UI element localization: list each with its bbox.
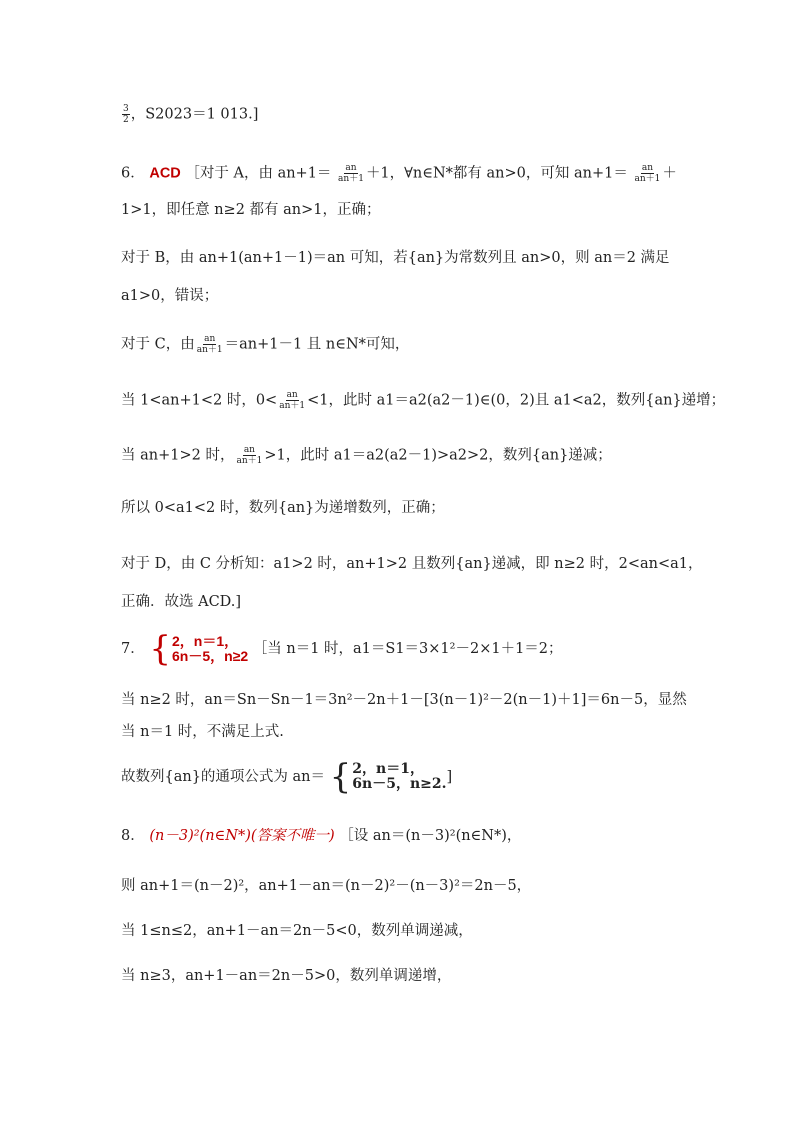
q7-line-3: 当 n＝1 时，不满足上式. [121, 724, 284, 740]
q8-answer: (n－3)²(n∈N*)(答案不唯一) [149, 828, 335, 844]
q6-line-9: 对于 D，由 C 分析知：a1>2 时，an+1>2 且数列{an}递减，即 n≥2 时，2<an<a1， [121, 556, 703, 572]
fraction: $\frac{an}{an+1}$ [634, 163, 661, 184]
q6-line-5: 对于 C，由 $\frac{an}{an+1}$ ＝an+1－1 且 n∈N*可知， [121, 334, 410, 355]
q6-line-7: 当 an+1>2 时， $\frac{an}{an+1}$ >1，此时 a1＝a2(a2－1)>a2>2，数列{an}递减； [121, 445, 612, 466]
q8-line-1: 8． (n－3)²(n∈N*)(答案不唯一) ［设 an＝(n－3)²(n∈N*)， [121, 828, 522, 844]
fraction: $\frac{3}{2}$ [123, 104, 129, 125]
q6-line-2: 1>1，即任意 n≥2 都有 an>1，正确； [121, 202, 381, 218]
q8-line-4: 当 n≥3，an+1－an＝2n－5>0，数列单调递增， [121, 968, 452, 984]
fraction: $\frac{an}{an+1}$ [236, 445, 263, 466]
q6-line-8: 所以 0<a1<2 时，数列{an}为递增数列，正确； [121, 500, 445, 516]
q7-line-1: 7． { 2，n＝1， 6n－5，n≥2 ［当 n＝1 时，a1＝S1＝3×1²－2×1＋1＝2； [121, 629, 563, 669]
fraction: $\frac{an}{an+1}$ [279, 390, 306, 411]
q7-line-4: 故数列{an}的通项公式为 an＝ { 2，n＝1， 6n－5，n≥2. ] [121, 757, 453, 797]
q7-answer: { 2，n＝1， 6n－5，n≥2 [149, 629, 249, 669]
q7-line-2: 当 n≥2 时，an＝Sn－Sn－1＝3n²－2n＋1－[3(n－1)²－2(n－1)＋1]＝6n－5，显然 [121, 692, 687, 708]
q8-line-3: 当 1≤n≤2，an+1－an＝2n－5<0，数列单调递减， [121, 923, 473, 939]
q6-line-3: 对于 B，由 an+1(an+1－1)＝an 可知，若{an}为常数列且 an>0，则 an＝2 满足 [121, 250, 670, 266]
cases-formula: { 2，n＝1， 6n－5，n≥2. [329, 757, 447, 797]
q6-line-6: 当 1<an+1<2 时，0< $\frac{an}{an+1}$ <1，此时 a1＝a2(a2－1)∈(0，2)且 a1<a2，数列{an}递增； [121, 390, 726, 411]
q8-line-2: 则 an+1＝(n－2)²，an+1－an＝(n－2)²－(n－3)²＝2n－5， [121, 878, 532, 894]
q6-line-4: a1>0，错误； [121, 288, 219, 304]
fraction: $\frac{an}{an+1}$ [338, 163, 364, 184]
q6-line-10: 正确．故选 ACD.] [121, 594, 242, 610]
fraction: $\frac{an}{an+1}$ [196, 334, 223, 355]
line-s2023: $\frac{3}{2}$ ，S2023＝1 013.] [123, 104, 259, 125]
q6-line-1: 6． ACD ［对于 A，由 an+1＝ $\frac{an}{an+1}$ ＋1，∀n∈N*都有 an>0，可知 an+1＝ $\frac{an}{an+1}$ ＋ [121, 163, 677, 184]
q6-answer: ACD [149, 165, 181, 182]
